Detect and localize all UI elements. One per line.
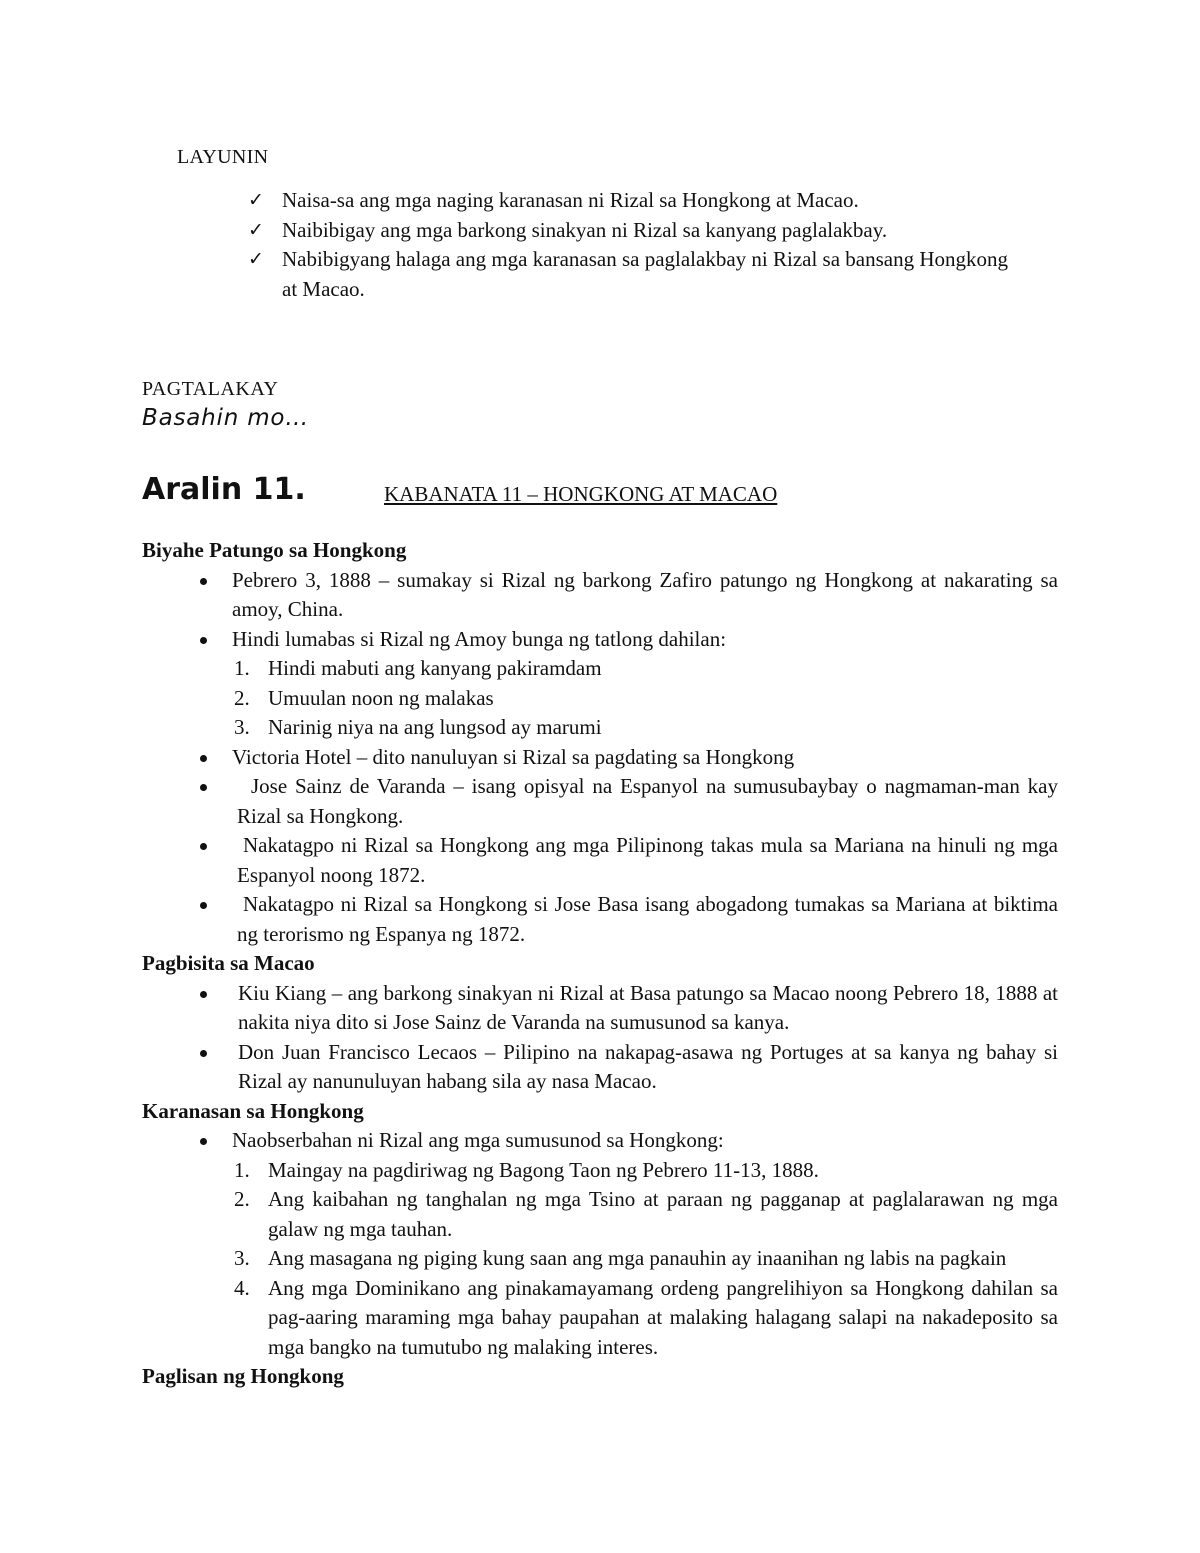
bullet-text: Nakatagpo ni Rizal sa Hongkong si Jose Basa isang abogadong tumakas sa Mariana at biktima ng terorismo ng Espanya ng 1872. — [237, 892, 1058, 946]
numbered-item-text: Maingay na pagdiriwag ng Bagong Taon ng Pebrero 11-13, 1888. — [268, 1157, 819, 1182]
item-number: 2. — [234, 685, 250, 710]
bullet-list — [142, 743, 1058, 950]
numbered-item — [142, 1156, 1058, 1186]
layunin-item-text: Nabibigyang halaga ang mga karanasan sa paglalakbay ni Rizal sa bansang Hongkong at Macao. — [282, 247, 1009, 301]
bullet-icon — [200, 991, 207, 998]
bullet-icon — [200, 578, 207, 585]
bullet-icon — [200, 843, 207, 850]
bullet-icon — [200, 1050, 207, 1057]
bullet-text: Kiu Kiang – ang barkong sinakyan ni Rizal at Basa patungo sa Macao noong Pebrero 18, 1888 at nakita niya dito si Jose Sainz de Varanda na sumusunod sa kanya. — [238, 980, 1058, 1034]
pagtalakay-heading: PAGTALAKAY — [142, 378, 279, 400]
numbered-item-text: Ang kaibahan ng tanghalan ng mga Tsino at paraan ng pagganap at paglalarawan ng mga galaw ng mga tauhan. — [268, 1187, 1058, 1241]
bullet-icon — [200, 784, 207, 791]
check-mark-icon: ✓ — [248, 248, 264, 270]
bullet-text: Hindi lumabas si Rizal ng Amoy bunga ng tatlong dahilan: — [232, 626, 727, 651]
item-number: 1. — [234, 1157, 250, 1182]
section-heading: Karanasan sa Hongkong — [142, 1098, 364, 1123]
bullet-text: Victoria Hotel – dito nanuluyan si Rizal sa pagdating sa Hongkong — [232, 744, 795, 769]
layunin-item-text: Naisa-sa ang mga naging karanasan ni Rizal sa Hongkong at Macao. — [282, 188, 859, 212]
item-number: 3. — [234, 1246, 250, 1270]
bullet-item — [142, 743, 1058, 773]
bullet-item — [142, 1126, 1058, 1156]
layunin-list — [248, 186, 1028, 304]
bullet-item — [142, 566, 1058, 625]
item-number: 2. — [234, 1187, 250, 1211]
numbered-item-text: Umuulan noon ng malakas — [268, 685, 494, 710]
numbered-item-text: Narinig niya na ang lungsod ay marumi — [268, 715, 602, 739]
numbered-list — [142, 1156, 1058, 1363]
basahin-subtitle: Basahin mo… — [142, 405, 310, 431]
bullet-text: Naobserbahan ni Rizal ang mga sumusunod sa Hongkong: — [232, 1128, 724, 1152]
bullet-text: Pebrero 3, 1888 – sumakay si Rizal ng barkong Zafiro patungo ng Hongkong at nakarating sa amoy, China. — [232, 567, 1058, 621]
numbered-item — [142, 713, 1058, 743]
numbered-item — [142, 654, 1058, 684]
item-number: 4. — [234, 1275, 250, 1300]
item-number: 3. — [234, 715, 250, 739]
layunin-heading: LAYUNIN — [177, 146, 269, 168]
numbered-item-text: Ang masagana ng piging kung saan ang mga panauhin ay inaanihan ng labis na pagkain — [268, 1246, 1007, 1270]
item-number: 1. — [234, 656, 250, 680]
numbered-list — [142, 654, 1058, 743]
bullet-text: Jose Sainz de Varanda – isang opisyal na Espanyol na sumusubaybay o nagmaman-man kay Rizal sa Hongkong. — [237, 774, 1058, 828]
layunin-item — [248, 216, 1028, 246]
bullet-list — [142, 566, 1058, 655]
bullet-icon — [200, 637, 207, 644]
numbered-item-text: Hindi mabuti ang kanyang pakiramdam — [268, 656, 602, 680]
lesson-content — [142, 536, 1058, 1392]
layunin-item — [248, 245, 1028, 304]
bullet-list — [142, 979, 1058, 1097]
numbered-item — [142, 1185, 1058, 1244]
bullet-text: Don Juan Francisco Lecaos – Pilipino na nakapag-asawa ng Portuges at sa kanya ng bahay si Rizal ay nanunuluyan habang sila ay nasa Macao. — [238, 1039, 1058, 1093]
bullet-icon — [200, 1138, 207, 1145]
section-heading: Pagbisita sa Macao — [142, 951, 315, 975]
bullet-item — [142, 831, 1058, 890]
bullet-item — [142, 1038, 1058, 1097]
bullet-item — [142, 625, 1058, 655]
bullet-item — [142, 772, 1058, 831]
check-mark-icon: ✓ — [248, 189, 264, 211]
bullet-icon — [200, 902, 207, 909]
numbered-item — [142, 684, 1058, 714]
numbered-item-text: Ang mga Dominikano ang pinakamayamang ordeng pangrelihiyon sa Hongkong dahilan sa pag-aaring maraming mga bahay paupahan at malaking halagang salapi na nakadeposito sa mga bangko na tumutubo ng malaking interes. — [268, 1275, 1058, 1359]
bullet-icon — [200, 755, 207, 762]
section-heading: Biyahe Patungo sa Hongkong — [142, 538, 407, 562]
numbered-item — [142, 1274, 1058, 1363]
numbered-item — [142, 1244, 1058, 1274]
bullet-list — [142, 1126, 1058, 1156]
bullet-text: Nakatagpo ni Rizal sa Hongkong ang mga Pilipinong takas mula sa Mariana na hinuli ng mga Espanyol noong 1872. — [237, 833, 1058, 887]
check-mark-icon: ✓ — [248, 218, 264, 241]
section-heading: Paglisan ng Hongkong — [142, 1364, 344, 1388]
aralin-label: Aralin 11. — [142, 472, 306, 507]
bullet-item — [142, 979, 1058, 1038]
layunin-item-text: Naibibigay ang mga barkong sinakyan ni Rizal sa kanyang paglalakbay. — [282, 217, 888, 242]
kabanata-title: KABANATA 11 – HONGKONG AT MACAO — [384, 482, 778, 506]
layunin-item — [248, 186, 1028, 216]
bullet-item — [142, 890, 1058, 949]
